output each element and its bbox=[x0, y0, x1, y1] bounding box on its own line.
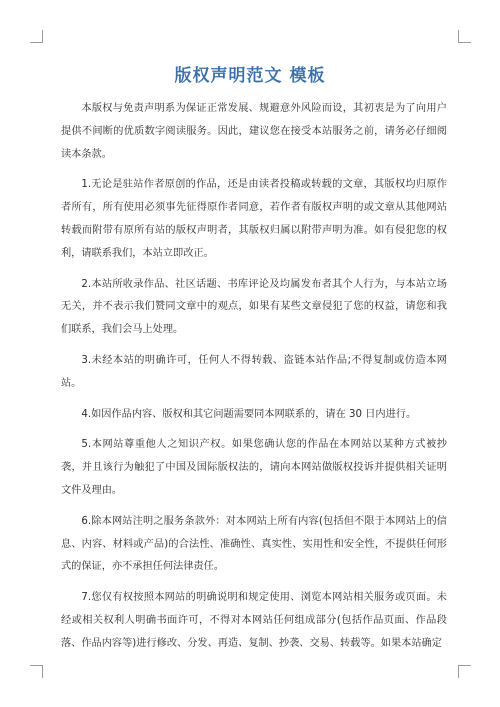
paragraph-7: 7.您仅有权按照本网站的明确说明和规定使用、浏览本网站相关服务或页面。未经或相关权利人明确书面许可，不得对本网站任何组成部分(包括作品页面、作品段落、作品内容等)进行修改、分发、再造、复制、抄袭、交易、转载等。如果本站确定 bbox=[61, 592, 447, 649]
document-title: 版权声明范文 模板 bbox=[174, 66, 326, 86]
corner-mark-bottom-left bbox=[30, 665, 43, 678]
paragraph-6: 6.除本网站注明之服务条款外：对本网站上所有内容(包括但不限于本网站上的信息、内容、材料或产品)的合法性、准确性、真实性、实用性和安全性，不提供任何形式的保证，亦不承担任何法律责任。 bbox=[61, 515, 447, 573]
paragraph-4: 4.如因作品内容、版权和其它问题需要同本网联系的，请在 30 日内进行。 bbox=[81, 408, 417, 420]
paragraph-3: 3.未经本站的明确许可，任何人不得转载、盗链本站作品;不得复制或仿造本网站。 bbox=[61, 354, 447, 389]
corner-mark-top-right bbox=[458, 30, 471, 43]
paragraph-intro: 本版权与免责声明系为保证正常发展、规避意外风险而设，其初衷是为了向用户提供不间断的优质数字阅读服务。因此，建议您在接受本站服务之前，请务必仔细阅读本条款。 bbox=[61, 103, 447, 160]
corner-mark-top-left bbox=[30, 30, 43, 43]
corner-mark-bottom-right bbox=[458, 665, 471, 678]
paragraph-5: 5.本网站尊重他人之知识产权。如果您确认您的作品在本网站以某种方式被抄袭，并且该行为触犯了中国及国际版权法的，请向本网站做版权投诉并提供相关证明文件及理由。 bbox=[61, 439, 447, 496]
paragraph-2: 2.本站所收录作品、社区话题、书库评论及均属发布者其个人行为，与本站立场无关，并不表示我们赞同文章中的观点，如果有某些文章侵犯了您的权益，请您和我们联系，我们会马上处理。 bbox=[61, 278, 447, 336]
paragraph-1: 1.无论是驻站作者原创的作品，还是由读者投稿或转载的文章，其版权均归原作者所有，所有使用必须事先征得原作者同意，若作者有版权声明的或文章从其他网站转载而附带有原所有站的版权声明者，其版权归属以附带声明为准。如有侵犯您的权利，请联系我们，本站立即改正。 bbox=[61, 179, 447, 259]
document-body bbox=[61, 98, 447, 664]
